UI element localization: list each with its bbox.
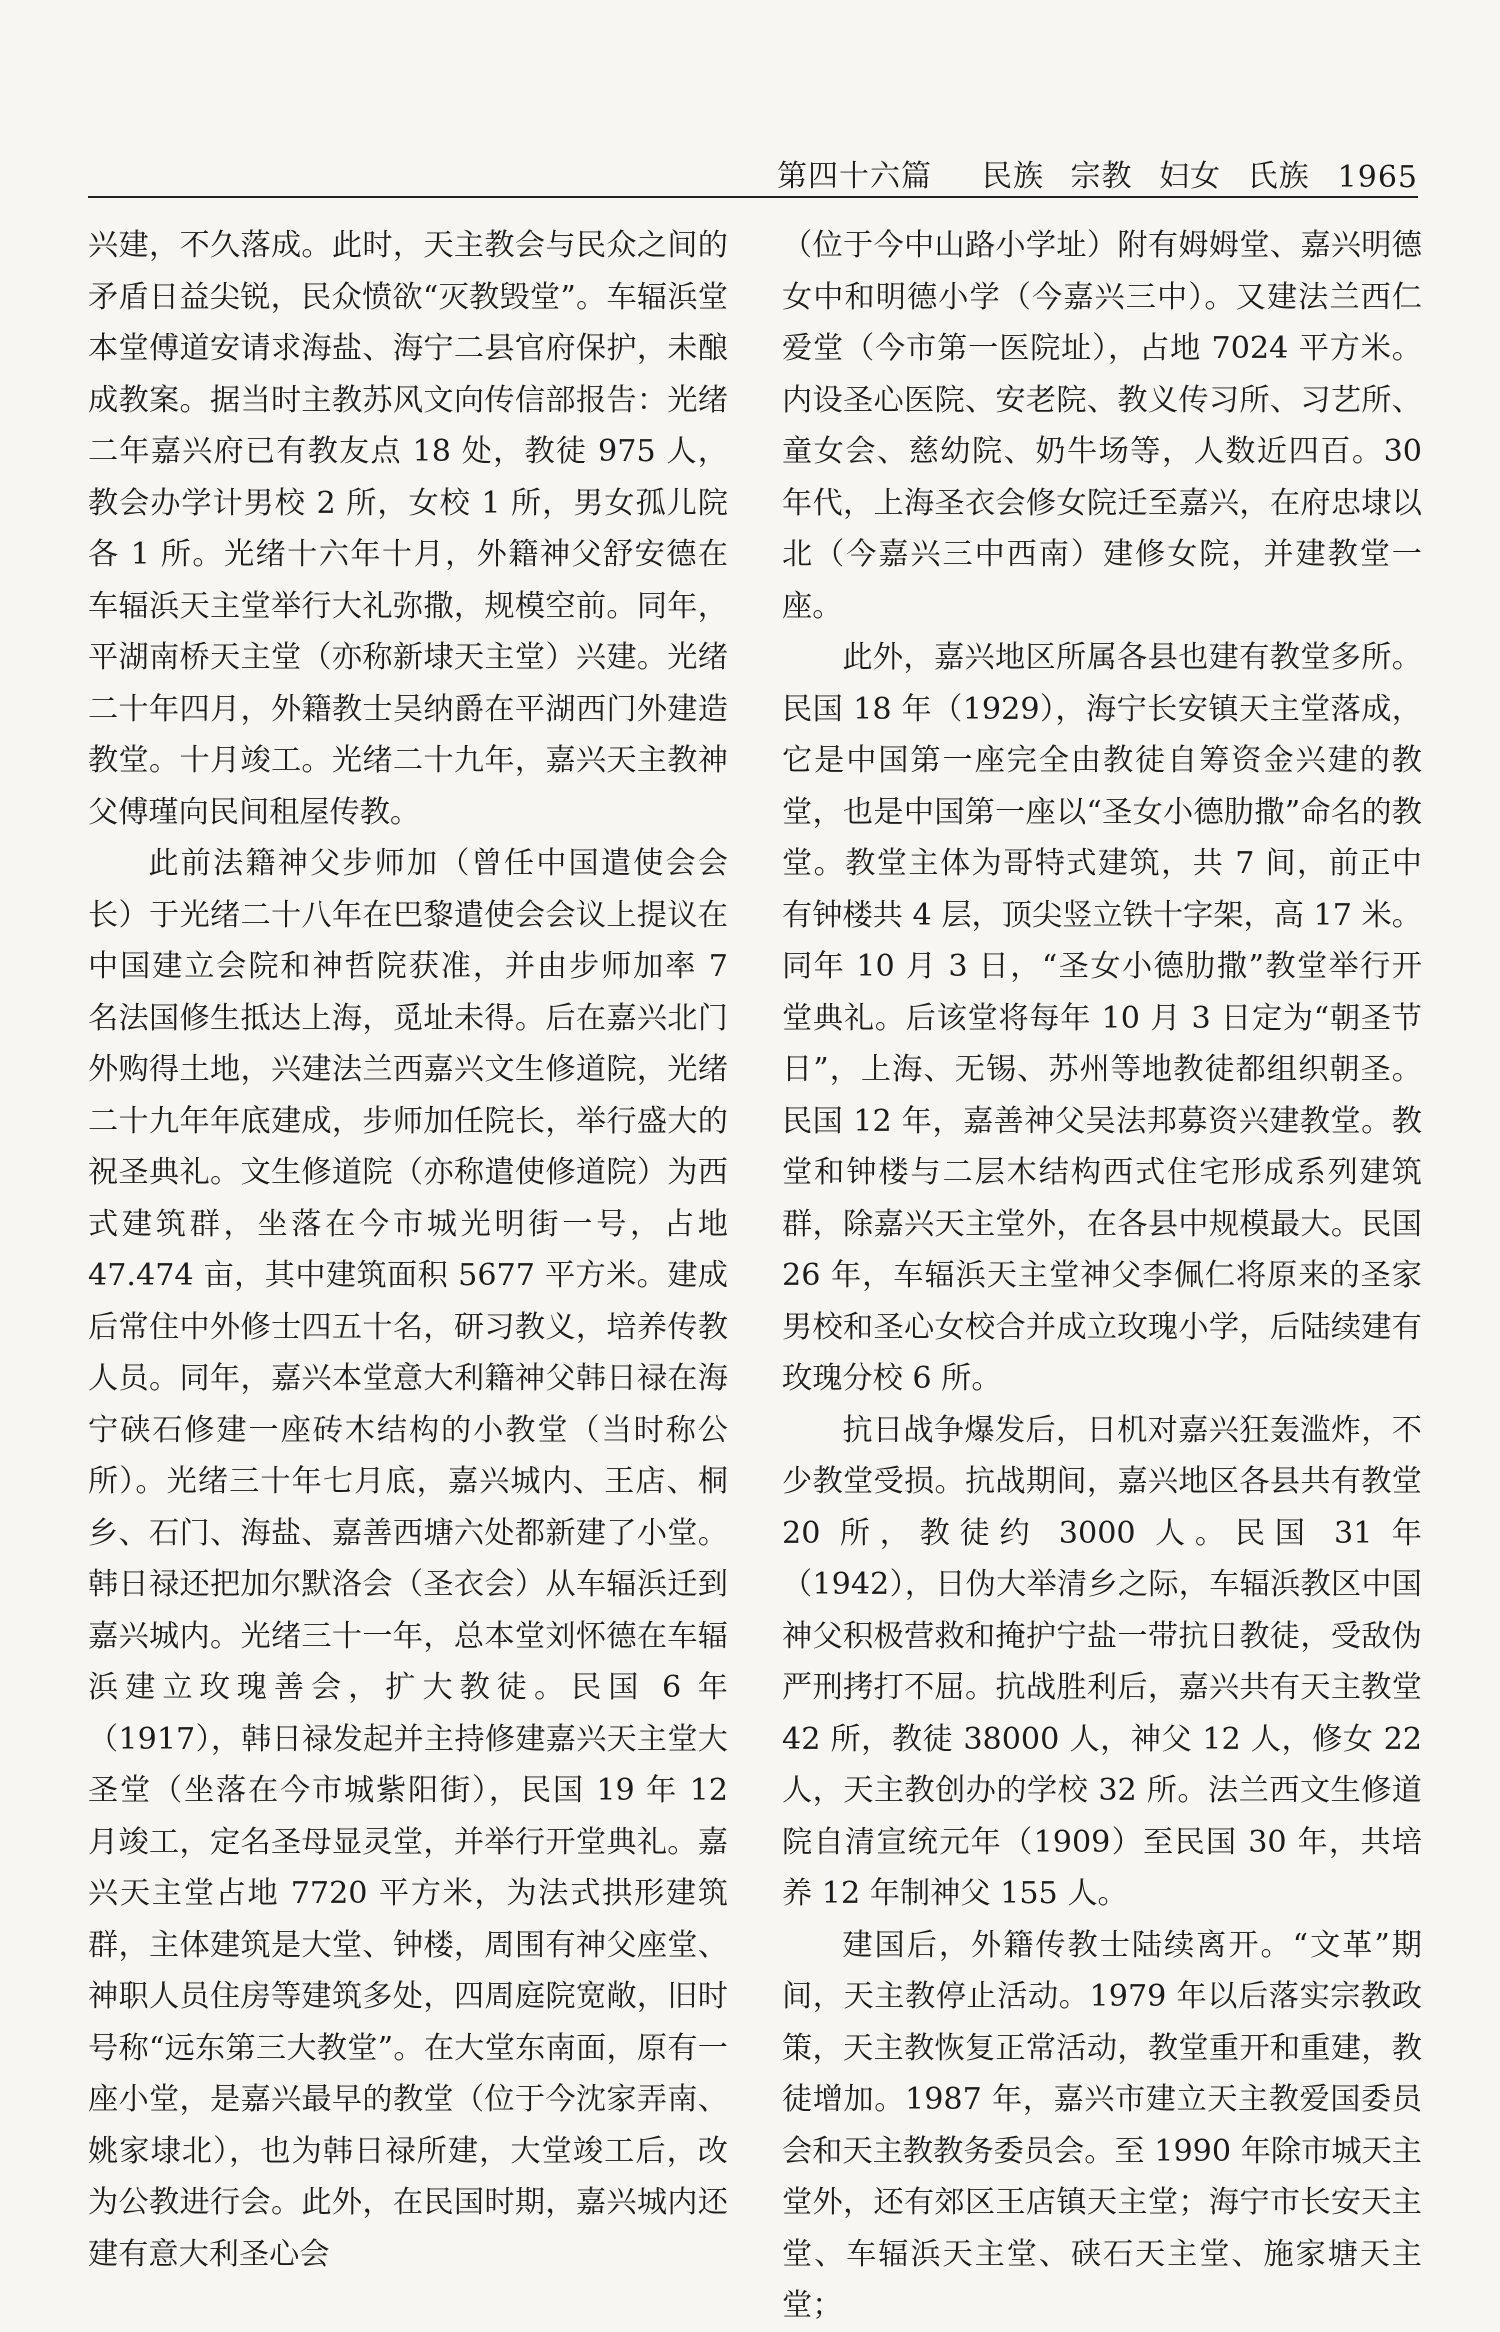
header-rule (88, 196, 1418, 198)
running-header (88, 145, 1418, 195)
paragraph: 建国后，外籍传教士陆续离开。“文革”期间，天主教停止活动。1979 年以后落实宗教政策，天主教恢复正常活动，教堂重开和重建，教徒增加。1987 年，嘉兴市建立天主教爱国委员会和天主教教务委员会。至 1990 年除市城天主堂外，还有郊区王店镇天主堂；海宁市长安天主堂、车辐浜天主堂、硖石天主堂、施家塘天主堂； (782, 1927, 1422, 2323)
chapter-title: 第四十六篇 (777, 159, 932, 194)
subject-women: 妇女 (1159, 159, 1222, 194)
paragraph: 此前法籍神父步师加（曾任中国遣使会会长）于光绪二十八年在巴黎遣使会会议上提议在中国建立会院和神哲院获准，并由步师加率 7 名法国修生抵达上海，觅址未得。后在嘉兴北门外购得土地，兴建法兰西嘉兴文生修道院，光绪二十九年年底建成，步师加任院长，举行盛大的祝圣典礼。文生修道院（亦称遣使修道院）为西式建筑群，坐落在今市城光明街一号，占地 47.474 亩，其中建筑面积 5677 平方米。建成后常住中外修士四五十名，研习教义，培养传教人员。同年，嘉兴本堂意大利籍神父韩日禄在海宁硖石修建一座砖木结构的小教堂（当时称公所）。光绪三十年七月底，嘉兴城内、王店、桐乡、石门、海盐、嘉善西塘六处都新建了小堂。韩日禄还把加尔默洛会（圣衣会）从车辐浜迁到嘉兴城内。光绪三十一年，总本堂刘怀德在车辐浜建立玫瑰善会，扩大教徒。民国 6 年（1917），韩日禄发起并主持修建嘉兴天主堂大圣堂（坐落在今市城紫阳街），民国 19 年 12 月竣工，定名圣母显灵堂，并举行开堂典礼。嘉兴天主堂占地 7720 平方米，为法式拱形建筑群，主体建筑是大堂、钟楼，周围有神父座堂、神职人员住房等建筑多处，四周庭院宽敞，旧时号称“远东第三大教堂”。在大堂东南面，原有一座小堂，是嘉兴最早的教堂（位于今沈家弄南、姚家埭北），也为韩日禄所建，大堂竣工后，改为公教进行会。此外，在民国时期，嘉兴城内还建有意大利圣心会 (88, 846, 728, 2272)
right-column (782, 220, 1422, 2332)
paragraph: 抗日战争爆发后，日机对嘉兴狂轰滥炸，不少教堂受损。抗战期间，嘉兴地区各县共有教堂 20 所，教徒约 3000 人。民国 31 年（1942），日伪大举清乡之际，车辐浜教区中国神父积极营救和掩护宁盐一带抗日教徒，受敌伪严刑拷打不屈。抗战胜利后，嘉兴共有天主教堂 42 所，教徒 38000 人，神父 12 人，修女 22 人，天主教创办的学校 32 所。法兰西文生修道院自清宣统元年（1909）至民国 30 年，共培养 12 年制神父 155 人。 (782, 1412, 1422, 1911)
chapter-subjects (966, 151, 1310, 195)
paragraph: 兴建，不久落成。此时，天主教会与民众之间的矛盾日益尖锐，民众愤欲“灭教毁堂”。车辐浜堂本堂傅道安请求海盐、海宁二县官府保护，未酿成教案。据当时主教苏风文向传信部报告：光绪二年嘉兴府已有教友点 18 处，教徒 975 人，教会办学计男校 2 所，女校 1 所，男女孤儿院各 1 所。光绪十六年十月，外籍神父舒安德在车辐浜天主堂举行大礼弥撒，规模空前。同年，平湖南桥天主堂（亦称新埭天主堂）兴建。光绪二十年四月，外籍教士吴纳爵在平湖西门外建造教堂。十月竣工。光绪二十九年，嘉兴天主教神父傅瑾向民间租屋传教。 (88, 228, 728, 830)
page-number: 1965 (1337, 160, 1418, 195)
paragraph: 此外，嘉兴地区所属各县也建有教堂多所。民国 18 年（1929），海宁长安镇天主堂落成，它是中国第一座完全由教徒自筹资金兴建的教堂，也是中国第一座以“圣女小德肋撒”命名的教堂。教堂主体为哥特式建筑，共 7 间，前正中有钟楼共 4 层，顶尖竖立铁十字架，高 17 米。同年 10 月 3 日，“圣女小德肋撒”教堂举行开堂典礼。后该堂将每年 10 月 3 日定为“朝圣节日”，上海、无锡、苏州等地教徒都组织朝圣。民国 12 年，嘉善神父吴法邦募资兴建教堂。教堂和钟楼与二层木结构西式住宅形成系列建筑群，除嘉兴天主堂外，在各县中规模最大。民国 26 年，车辐浜天主堂神父李佩仁将原来的圣家男校和圣心女校合并成立玫瑰小学，后陆续建有玫瑰分校 6 所。 (782, 640, 1422, 1396)
subject-ethnic: 民族 (982, 159, 1044, 194)
paragraph: （位于今中山路小学址）附有姆姆堂、嘉兴明德女中和明德小学（今嘉兴三中）。又建法兰西仁爱堂（今市第一医院址），占地 7024 平方米。内设圣心医院、安老院、教义传习所、习艺所、童女会、慈幼院、奶牛场等，人数近四百。30 年代，上海圣衣会修女院迁至嘉兴，在府忠埭以北（今嘉兴三中西南）建修女院，并建教堂一座。 (782, 228, 1422, 624)
left-column (88, 220, 728, 2280)
subject-religion: 宗教 (1070, 159, 1133, 194)
subject-clans: 氏族 (1247, 159, 1310, 194)
